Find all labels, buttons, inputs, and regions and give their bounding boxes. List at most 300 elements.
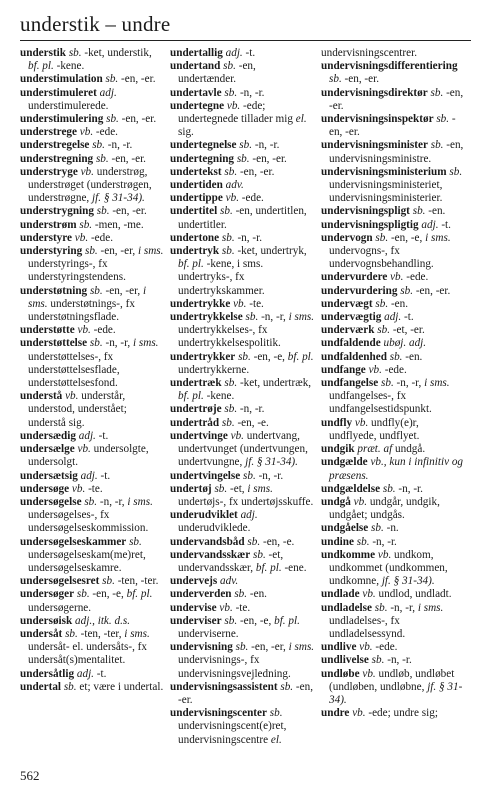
entry-headword: undfaldende [321,337,381,350]
dictionary-entry [20,628,166,668]
dictionary-entry [321,668,467,708]
entry-headword: undgå [321,495,351,508]
entry-text: -n, -r. [255,469,284,482]
entry-text: -ede; undre sig; [365,707,438,720]
dictionary-entry [170,417,316,430]
dictionary-entry [170,60,316,86]
dictionary-entry [20,324,166,337]
entry-grammar: bf. pl. [126,588,153,601]
dictionary-entry [170,403,316,416]
entry-grammar: sb. [221,231,235,244]
entry-text: underviserne. [178,627,239,640]
entry-grammar: i sms. [127,495,153,508]
dictionary-entry [321,588,467,601]
dictionary-entry [321,364,467,377]
dictionary-entry [20,113,166,126]
page-number: 562 [20,768,40,783]
entry-grammar: sb. [102,575,115,588]
dictionary-entry [321,549,467,589]
running-header [20,12,471,38]
dictionary-entry [170,100,316,140]
entry-grammar: sb. [239,139,253,152]
entry-headword: understrygning [20,205,94,218]
entry-grammar: sb. [96,205,110,218]
entry-grammar: sb. [76,588,90,601]
entry-grammar: sb. [65,627,78,640]
dictionary-entry [321,60,467,86]
entry-grammar: sb. [89,337,103,350]
entry-grammar: sb. [371,522,384,535]
entry-headword: undervisningsministerium [321,165,447,178]
entry-grammar: sb. [375,231,389,244]
entry-grammar: sb. [430,86,444,99]
entry-grammar: adj. [384,311,402,324]
entry-text: undertvang, undertvunget (undertvungen, undertvungne, [178,429,308,469]
entry-headword: undersøisk [20,614,73,627]
dictionary-entry [170,377,316,403]
dictionary-entry [20,205,166,218]
entry-headword: undlade [321,588,360,601]
entry-grammar: adj., itk. d.s. [75,614,131,627]
entry-grammar: sb. [235,641,249,654]
entry-grammar: sb. [84,245,98,258]
dictionary-entry [170,588,316,601]
entry-grammar: el. [270,733,282,746]
entry-text: et; være i undertal. [76,680,164,693]
entry-text: undervisningscent(e)ret, undervisningscentre [178,720,287,746]
entry-text: -en. [425,205,446,218]
entry-headword: undervægt [321,297,373,310]
entry-text: -ket, undertryk, [234,245,307,258]
dictionary-entry [170,483,316,509]
entry-text: -en, -er. [178,680,313,706]
column-1 [20,47,166,694]
dictionary-entry [321,87,467,113]
dictionary-entry [321,641,467,654]
dictionary-entry [170,87,316,100]
entry-headword: understøtte [20,324,75,337]
entry-text: -en, -er, [102,284,143,297]
entry-text: -et, -er. [390,324,425,337]
dictionary-entry [170,536,316,549]
dictionary-entry [321,654,467,667]
entry-grammar: adj. [78,429,96,442]
entry-text: -en. [402,350,423,363]
entry-headword: underudviklet [170,509,238,522]
dictionary-entry [170,47,316,60]
entry-text: undfly(e)r, undflyede, undflyet. [329,416,420,442]
dictionary-entry [20,575,166,588]
entry-grammar: vb. [359,641,373,654]
entry-headword: understøtning [20,284,88,297]
dictionary-entry [170,351,316,377]
entry-headword: undertrøje [170,403,222,416]
entry-grammar: bf. pl. [255,561,282,574]
entry-text: -ket, undertræk, [237,377,312,390]
entry-headword: undervægtig [321,311,382,324]
entry-headword: undervurdere [321,271,388,284]
entry-text: -n, -r, [387,601,418,614]
entry-text: -ede. [93,126,118,139]
dictionary-entry [321,166,467,206]
entry-grammar: sb. [381,377,394,390]
entry-text: -en, -er. [118,113,157,126]
entry-text: -en, -e. [260,535,295,548]
entry-grammar: sb. [245,311,259,324]
dictionary-entry [321,232,467,272]
entry-headword: undfange [321,363,366,376]
entry-grammar: sb. [247,535,261,548]
dictionary-entry [20,245,166,285]
entry-text: understyrings-, fx understyringstendens. [28,258,126,284]
entry-grammar: el. [295,113,307,126]
entry-text: underudviklede. [178,522,251,535]
dictionary-entry [20,483,166,496]
entry-text: -t. [97,469,111,482]
dictionary-entry [20,681,166,694]
entry-headword: undersøgelseskammer [20,535,127,548]
entry-text: understår, understod, understået; understå sig. [28,390,127,429]
dictionary-entry [20,615,166,628]
entry-headword: undervise [170,601,217,614]
entry-headword: undervurdering [321,284,398,297]
entry-headword: undine [321,535,354,548]
entry-grammar: bf. pl. [274,614,300,627]
entry-headword: undervisningsminister [321,139,428,152]
entry-text: -en, -er. [249,152,287,165]
entry-text: -en, -er. [329,113,456,139]
entry-headword: undlivelse [321,654,369,667]
dictionary-entry [321,602,467,642]
dictionary-entry [20,219,166,232]
entry-grammar: sb. [224,403,238,416]
entry-text: undersøgelses-, fx undersøgelseskommission. [28,509,149,535]
entry-text: undløb, undløbet (undløben, undløbne, [329,667,455,693]
entry-headword: undervisningspligt [321,205,410,218]
entry-headword: undervisningsdifferentiering [321,60,458,73]
entry-text: -ten, -ter. [114,575,159,588]
entry-headword: undersøger [20,588,75,601]
entry-grammar: sb. [400,284,414,297]
entry-grammar: i sms. [288,311,315,324]
entry-headword: understøttelse [20,337,88,350]
entry-headword: understrøm [20,218,77,231]
entry-headword: undersædig [20,429,76,442]
dictionary-entry [321,324,467,337]
entry-grammar: i sms. [124,627,150,640]
entry-headword: undertavle [170,86,222,99]
entry-text: -t. [401,311,414,324]
entry-grammar: adv. [225,179,244,192]
entry-headword: undertone [170,231,220,244]
entry-grammar: vb. [226,99,241,112]
entry-text: undersolgte, undersolgt. [28,443,149,469]
entry-grammar: sb. [253,548,266,561]
entry-text: -n, -r. [369,535,397,548]
dictionary-entry [321,483,467,496]
entry-headword: undervogn [321,231,373,244]
entry-grammar: sb. [371,654,385,667]
entry-grammar: sb. [280,680,294,693]
dictionary-entry [321,707,467,720]
entry-grammar: vb. [79,126,94,139]
entry-text: -en. [247,588,267,601]
entry-headword: understregelse [20,139,90,152]
entry-headword: undertræk [170,377,222,390]
entry-grammar: vb. [77,324,91,337]
entry-grammar: adj. [99,86,117,99]
entry-grammar: bf. pl. [178,390,204,403]
dictionary-entry [321,522,467,535]
entry-text: -et, [227,482,248,495]
entry-grammar: sb. [221,416,235,429]
dictionary-entry [20,73,166,86]
entry-headword: undertrykke [170,297,231,310]
entry-text: -n, -r. [384,654,412,667]
entry-grammar: sb. [430,139,444,152]
entry-text: -en, -e, [388,231,426,244]
entry-grammar: vb. [368,363,382,376]
entry-text: -te. [246,297,264,310]
entry-grammar: i sms. [424,377,450,390]
entry-grammar: sb. [377,324,391,337]
entry-text: -n, -r. [237,403,265,416]
entry-headword: undervisningscenter [170,707,267,720]
entry-text: -n, -r, [393,377,425,390]
entry-grammar: sb. [129,535,142,548]
entry-text: understrøg, understrøget (understrøgen, understrøgne, [28,165,152,205]
dictionary-entry [170,232,316,245]
entry-grammar: bf. pl. [178,258,204,271]
entry-grammar: adj. [240,509,258,522]
dictionary-entry [170,549,316,575]
entry-headword: undersætsig [20,469,78,482]
entry-headword: undersælge [20,443,75,456]
entry-grammar: sb. [84,495,98,508]
entry-grammar: sb. [79,218,93,231]
dictionary-entry [321,298,467,311]
entry-grammar: i sms. [247,482,273,495]
entry-headword: undfangelse [321,377,379,390]
entry-text: undlod, undladt. [375,588,452,601]
dictionary-entry [20,588,166,614]
dictionary-entry [321,351,467,364]
entry-headword: undersåtlig [20,667,75,680]
entry-text: understimulerede. [28,99,109,112]
entry-text: -en, -er. [109,205,147,218]
entry-text: -en, undertitlen, undertitler. [178,205,307,231]
dictionary-entry [170,641,316,681]
entry-headword: undertegne [170,99,225,112]
entry-text: -en, -e, [89,588,127,601]
dictionary-entry [20,337,166,390]
entry-headword: understimuleret [20,86,97,99]
dictionary-entry [321,536,467,549]
entry-grammar: i sms. [417,601,444,614]
entry-headword: understryge [20,165,78,178]
entry-text: -ede. [372,641,398,654]
entry-text: undersåt- el. undersåts-, fx undersåt(s)mentalitet. [28,641,147,667]
entry-headword: undfaldenhed [321,350,387,363]
dictionary-entry [321,311,467,324]
entry-grammar: adj. [421,218,439,231]
entry-headword: undgælde [321,456,368,469]
entry-text: -n, -r, [102,337,133,350]
entry-grammar: ubøj. adj. [383,337,427,350]
entry-grammar: sb. [224,86,238,99]
entry-headword: undgældelse [321,482,381,495]
entry-grammar: sb. [223,60,236,73]
entry-headword: undfly [321,416,353,429]
entry-text: -ede. [88,231,114,244]
dictionary-entry [170,575,316,588]
entry-grammar: vb. [230,429,244,442]
entry-headword: understregning [20,152,94,165]
entry-grammar: sb. [224,614,238,627]
entry-headword: understå [20,390,63,403]
dictionary-entry [20,47,166,73]
entry-text: -t. [438,218,451,231]
entry-text: sig. [178,126,194,139]
entry-grammar: vb. [74,231,89,244]
entry-text: undertøjs-, fx undertøjsskuffe. [178,495,314,508]
column-3 [321,47,467,720]
dictionary-entry [20,285,166,325]
entry-headword: undervejs [170,575,218,588]
dictionary-entry [321,337,467,350]
entry-headword: underviser [170,614,222,627]
entry-grammar: sb. [449,165,463,178]
entry-grammar: sb. [356,535,370,548]
entry-text: -kene. [53,60,85,73]
dictionary-entry [20,496,166,536]
entry-headword: undgåelse [321,522,369,535]
entry-grammar: vb. [233,297,247,310]
entry-headword: undertrykker [170,350,236,363]
entry-grammar: vb. [362,667,376,680]
entry-text: -et, undervandsskær, [178,548,284,574]
entry-grammar: sb. [374,601,388,614]
entry-grammar: vb. [352,707,366,720]
entry-text: -n, -r, [97,495,128,508]
entry-text: -en, -er, [248,641,289,654]
entry-headword: underværk [321,324,375,337]
page-title: understik – undre [20,12,171,36]
entry-grammar: i sms. [132,337,159,350]
dictionary-entry [170,166,316,179]
entry-headword: understimulation [20,73,103,86]
entry-grammar: sb. [269,707,283,720]
entry-headword: undervisningspligtig [321,218,419,231]
entry-headword: undlive [321,641,357,654]
entry-text: undladelses-, fx undladelsessynd. [329,614,406,640]
entry-text: -n, -r, [258,311,289,324]
entry-text: -te. [232,601,251,614]
entry-grammar: jf. § 31-34). [245,456,298,469]
entry-headword: undersøge [20,482,70,495]
dictionary-entry [20,443,166,469]
entry-text: undervisningscentrer. [321,47,417,59]
entry-text: -te. [85,482,103,495]
entry-grammar: bf. pl. [287,350,314,363]
entry-text: -kene. [203,390,235,403]
dictionary-entry [20,166,166,206]
dictionary-entry [20,87,166,113]
entry-headword: undertand [170,60,221,73]
entry-text: -men, -me. [92,218,144,231]
entry-grammar: vb. [65,390,79,403]
dictionary-entry [321,271,467,284]
dictionary-entry [321,377,467,417]
entry-grammar: sb. [224,165,238,178]
entry-grammar: adj. [225,47,243,59]
entry-grammar: sb. [436,113,450,126]
entry-text: understøtnings-, fx understøtningsflade. [28,297,135,324]
entry-headword: undertallig [170,47,223,59]
entry-grammar: i sms. [425,231,451,244]
entry-text: undkom, undkommet (undkommen, undkomne, [329,548,448,588]
entry-headword: undersøgelsesret [20,575,100,588]
entry-text: undgå. [392,443,426,456]
entry-text: undervogns-, fx undervognsbehandling. [329,245,434,271]
entry-grammar: i sms. [288,641,315,654]
dictionary-entry [170,311,316,351]
entry-headword: undervisningsdirektør [321,86,428,99]
dictionary-entry [321,113,467,139]
entry-grammar: vb. [71,482,86,495]
dictionary-entry [170,179,316,192]
dictionary-entry [170,153,316,166]
entry-headword: undertal [20,680,62,693]
entry-text: -n, -r. [252,139,280,152]
entry-grammar: sb. [68,47,82,59]
entry-grammar: vb. [225,192,239,205]
entry-text: -en, -er. [341,73,380,86]
entry-grammar: sb. [234,588,248,601]
entry-grammar: sb. [389,350,403,363]
entry-headword: understimulering [20,113,104,126]
dictionary-entry [321,285,467,298]
entry-text: undersøgelseskam(me)ret, undersøgelseskamre. [28,548,146,574]
entry-grammar: sb. [92,139,105,152]
entry-headword: undre [321,707,350,720]
entry-headword: undervandsbåd [170,535,245,548]
entry-text: undertrykkelses-, fx undertrykkelsespolitik. [178,324,281,350]
dictionary-entry [20,668,166,681]
entry-headword: undervisningsassistent [170,680,278,693]
entry-text: -en, -er. [413,284,451,297]
dictionary-entry [20,232,166,245]
entry-grammar: sb. [214,482,228,495]
entry-text: -t. [93,667,107,680]
entry-text: undersøgerne. [28,601,92,614]
dictionary-entry [170,681,316,707]
entry-text: -ten, -ter, [77,627,125,640]
entry-headword: undertiden [170,179,223,192]
entry-text: -t. [242,47,256,59]
dictionary-columns [20,47,472,759]
entry-text: -ede; undertegnede tillader mig [178,99,296,126]
dictionary-entry [321,219,467,232]
entry-headword: undgik [321,443,355,456]
entry-text: -en, undertænder. [178,60,256,86]
dictionary-entry [321,443,467,456]
entry-headword: undladelse [321,601,372,614]
entry-grammar: vb. [77,443,91,456]
entry-grammar: adv. [220,575,239,588]
entry-text: -n, -r. [237,86,265,99]
entry-headword: undervisningsinspektør [321,113,434,126]
